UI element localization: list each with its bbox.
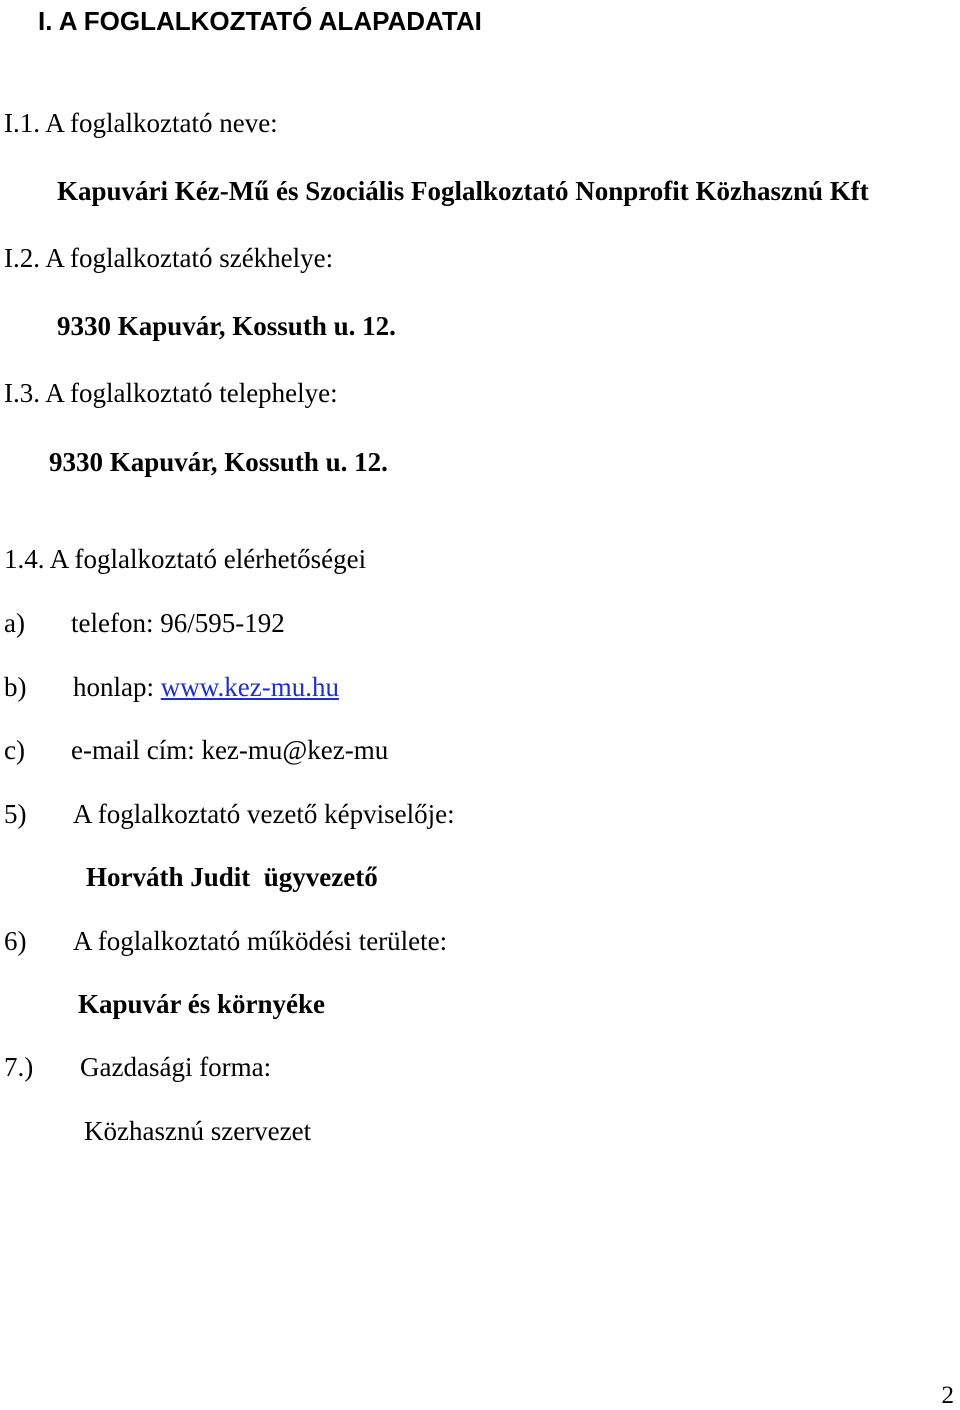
phone-text: telefon: 96/595-192 [71, 608, 285, 638]
list-marker: 7.) [4, 1052, 34, 1082]
employer-site-label: I.3. A foglalkoztató telephelye: [4, 378, 338, 408]
area-value: Kapuvár és környéke [78, 989, 326, 1019]
form-label [4, 1054, 271, 1081]
contacts-label: 1.4. A foglalkoztató elérhetőségei [4, 544, 367, 574]
form-label-text: Gazdasági forma: [80, 1052, 272, 1082]
representative-label [4, 801, 455, 828]
representative-label-text: A foglalkoztató vezető képviselője: [73, 799, 455, 829]
area-label [4, 928, 447, 955]
list-marker: c) [4, 735, 25, 765]
employer-seat-label: I.2. A foglalkoztató székhelye: [4, 243, 334, 273]
representative-value: Horváth Judit ügyvezető [86, 862, 378, 892]
employer-name-label: I.1. A foglalkoztató neve: [4, 108, 278, 138]
employer-site-value: 9330 Kapuvár, Kossuth u. 12. [49, 447, 388, 477]
section-title: I. A FOGLALKOZTATÓ ALAPADATAI [38, 6, 482, 36]
list-marker: b) [4, 672, 27, 702]
list-marker: 6) [4, 926, 27, 956]
employer-name-value: Kapuvári Kéz-Mű és Szociális Foglalkoztató Nonprofit Közhasznú Kft [57, 176, 869, 206]
contact-website [4, 674, 339, 701]
contact-email [4, 737, 388, 764]
website-label: honlap: [73, 672, 161, 702]
page-number: 2 [941, 1382, 954, 1409]
email-text: e-mail cím: kez-mu@kez-mu [71, 735, 389, 765]
employer-seat-value: 9330 Kapuvár, Kossuth u. 12. [57, 311, 396, 341]
area-label-text: A foglalkoztató működési területe: [73, 926, 448, 956]
contact-phone [4, 610, 285, 637]
form-value: Közhasznú szervezet [84, 1116, 312, 1146]
list-marker: a) [4, 608, 25, 638]
list-marker: 5) [4, 799, 27, 829]
website-link[interactable]: www.kez-mu.hu [160, 672, 339, 702]
